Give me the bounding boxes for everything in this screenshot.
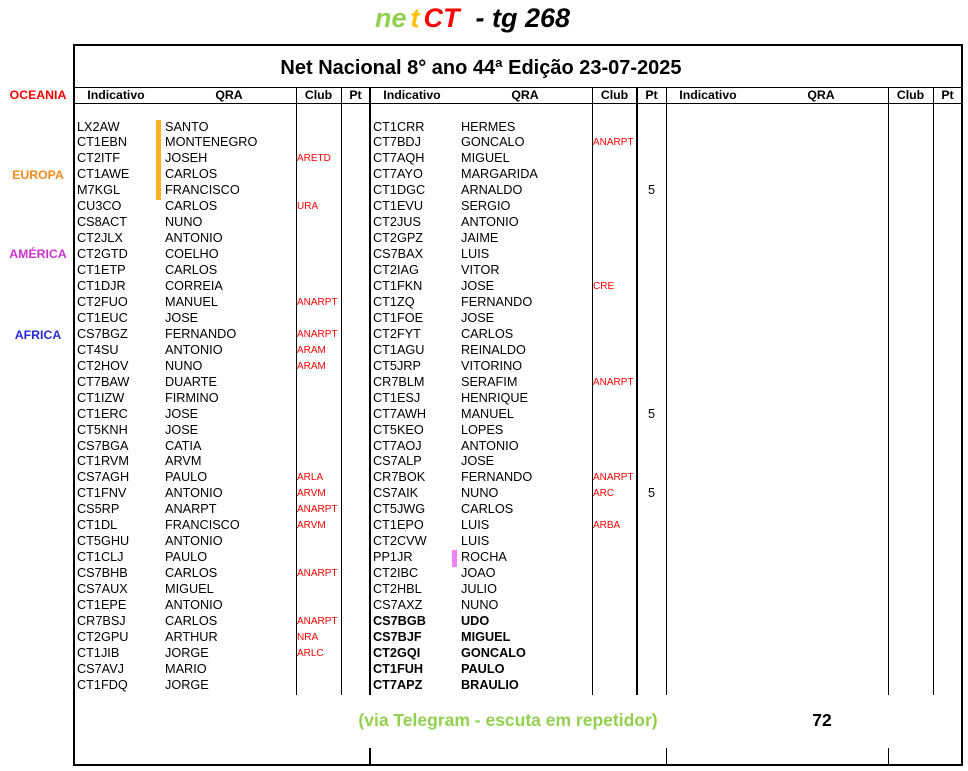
operator-name: FERNANDO xyxy=(461,294,533,309)
callsign: CT1DGC xyxy=(373,183,426,198)
table-row xyxy=(74,678,370,694)
callsign: CT1DL xyxy=(77,518,118,533)
operator-name: JOSE xyxy=(461,454,495,469)
table-row xyxy=(74,486,370,502)
callsign: CT1ESJ xyxy=(373,390,421,405)
region-label-africa: AFRICA xyxy=(14,328,62,342)
table-row xyxy=(74,454,370,470)
callsign: CS7AUX xyxy=(77,582,128,597)
region-label-america: AMÉRICA xyxy=(9,247,67,261)
callsign: CS7AGH xyxy=(77,470,130,485)
table-row xyxy=(74,279,370,295)
callsign: CT1DJR xyxy=(77,279,126,293)
callsign: CR7BSJ xyxy=(77,613,126,628)
operator-name: MARGARIDA xyxy=(461,167,538,182)
callsign: CT2GQI xyxy=(373,645,421,660)
club-tag: ANARPT xyxy=(593,472,634,484)
callsign: CT2HBL xyxy=(373,582,422,597)
callsign: PP1JR xyxy=(373,550,413,565)
table-row xyxy=(74,151,370,167)
callsign: CT1FOE xyxy=(373,310,424,325)
callsign: CT2GTD xyxy=(77,247,128,262)
column-header-club: Club xyxy=(304,88,333,102)
callsign: CT5GHU xyxy=(77,534,130,549)
operator-name: MANUEL xyxy=(165,294,218,309)
callsign: CT4SU xyxy=(77,342,119,357)
club-tag: ANARPT xyxy=(297,504,338,516)
operator-name: VITOR xyxy=(461,263,500,278)
club-tag: ARC xyxy=(593,488,615,500)
sheet-title xyxy=(375,3,570,33)
operator-name: JORGE xyxy=(165,645,209,660)
column-header-indicativo: Indicativo xyxy=(679,88,737,102)
callsign: CS7AXZ xyxy=(373,598,423,612)
callsign: CT1AGU xyxy=(373,342,425,357)
callsign: CT1JIB xyxy=(77,645,120,660)
table-row xyxy=(370,215,666,231)
callsign: CT2IAG xyxy=(373,263,419,278)
operator-name: REINALDO xyxy=(461,342,526,357)
table-row xyxy=(370,630,666,646)
table-row xyxy=(370,311,666,327)
callsign: CS7BGA xyxy=(77,438,129,453)
club-tag: ARBA xyxy=(593,520,621,532)
column-header-club: Club xyxy=(896,88,925,102)
club-tag: ANARPT xyxy=(297,296,338,308)
callsign: CT1EPE xyxy=(77,598,127,612)
operator-name: LUIS xyxy=(461,247,490,262)
table-row xyxy=(74,375,370,391)
operator-name: CARLOS xyxy=(165,199,218,214)
table-row xyxy=(74,598,370,614)
footer-note: (via Telegram - escuta em repetidor) xyxy=(358,710,658,730)
table-row xyxy=(370,550,666,566)
callsign: CS8ACT xyxy=(77,215,128,230)
operator-name: ANTONIO xyxy=(165,598,223,612)
table-row xyxy=(370,295,666,311)
title-part: CT xyxy=(423,3,460,33)
callsign: CT2GPZ xyxy=(373,231,424,246)
club-tag: NRA xyxy=(297,631,319,643)
table-row xyxy=(74,407,370,423)
operator-name: NUNO xyxy=(461,598,499,612)
table-row xyxy=(370,518,666,534)
grid-line-vertical xyxy=(888,87,889,695)
table-row xyxy=(370,423,666,439)
table-row xyxy=(74,183,370,199)
operator-name: JULIO xyxy=(461,582,497,597)
table-row xyxy=(370,662,666,678)
table-row xyxy=(74,550,370,566)
highlight-marker xyxy=(156,183,161,199)
callsign: CT1CLJ xyxy=(77,550,124,565)
operator-name: JOSE xyxy=(461,279,495,293)
column-header-qra: QRA xyxy=(807,88,835,102)
callsign: CS7AIK xyxy=(373,486,419,501)
callsign: CT1ZQ xyxy=(373,294,415,309)
grid-line-vertical xyxy=(666,748,667,764)
table-row xyxy=(74,343,370,359)
table-row xyxy=(74,135,370,151)
callsign: CS7BJF xyxy=(373,629,422,644)
callsign: CT2IBC xyxy=(373,566,419,581)
highlight-marker xyxy=(452,550,457,566)
callsign: CT2CVW xyxy=(373,534,427,549)
points-value: 5 xyxy=(647,486,656,501)
table-row xyxy=(370,183,666,199)
table-row xyxy=(370,502,666,518)
callsign: CS5RP xyxy=(77,502,120,517)
callsign: CT1RVM xyxy=(77,454,129,469)
table-row xyxy=(370,375,666,391)
column-header-qra: QRA xyxy=(511,88,539,102)
table-row xyxy=(370,646,666,662)
table-row xyxy=(74,359,370,375)
operator-name: JOSE xyxy=(165,310,199,325)
operator-name: MONTENEGRO xyxy=(165,135,258,150)
table-row xyxy=(370,407,666,423)
operator-name: JOSE xyxy=(461,310,495,325)
table-row xyxy=(74,295,370,311)
table-row xyxy=(74,646,370,662)
club-tag: ARLA xyxy=(297,472,324,484)
table-row xyxy=(74,630,370,646)
callsign: CS7BHB xyxy=(77,566,128,581)
operator-name: CARLOS xyxy=(165,613,218,628)
callsign: CT7AOJ xyxy=(373,438,422,453)
operator-name: GONCALO xyxy=(461,645,526,660)
table-row xyxy=(74,167,370,183)
callsign: CT7BDJ xyxy=(373,135,421,150)
operator-name: FRANCISCO xyxy=(165,518,240,533)
callsign: CT1CRR xyxy=(373,119,425,134)
table-row xyxy=(74,423,370,439)
table-row xyxy=(74,614,370,630)
operator-name: LUIS xyxy=(461,534,490,549)
callsign: CT7AQH xyxy=(373,151,425,166)
callsign: CT1EVU xyxy=(373,199,424,214)
operator-name: UDO xyxy=(461,613,490,628)
operator-name: ANTONIO xyxy=(165,231,223,246)
callsign: CT5JRP xyxy=(373,358,421,373)
club-tag: ANARPT xyxy=(593,376,634,388)
table-row xyxy=(74,518,370,534)
operator-name: FIRMINO xyxy=(165,390,219,405)
table-row xyxy=(370,598,666,614)
table-row xyxy=(370,327,666,343)
table-row xyxy=(74,263,370,279)
table-row xyxy=(370,582,666,598)
operator-name: SERAFIM xyxy=(461,374,518,389)
callsign: CT7BAW xyxy=(77,374,130,389)
callsign: CT5KNH xyxy=(77,422,128,437)
title-part: t xyxy=(410,3,420,33)
callsign: CT1FDQ xyxy=(77,677,128,692)
table-row xyxy=(370,263,666,279)
table-row xyxy=(370,486,666,502)
table-row xyxy=(370,439,666,455)
callsign: CT5JWG xyxy=(373,502,426,517)
column-header-indicativo: Indicativo xyxy=(87,88,145,102)
operator-name: FERNANDO xyxy=(461,470,533,485)
title-part: ne xyxy=(375,3,407,33)
column-header-pt: Pt xyxy=(941,88,954,102)
operator-name: FRANCISCO xyxy=(165,183,240,198)
club-tag: ANARPT xyxy=(297,615,338,627)
table-row xyxy=(74,327,370,343)
table-row xyxy=(74,582,370,598)
operator-name: JORGE xyxy=(165,677,209,692)
club-tag: CRE xyxy=(593,281,615,292)
operator-name: CARLOS xyxy=(165,167,218,182)
title-part: - tg 268 xyxy=(475,3,571,33)
table-row xyxy=(74,439,370,455)
table-row xyxy=(370,359,666,375)
table-row xyxy=(74,231,370,247)
table-row xyxy=(74,534,370,550)
club-tag: ARVM xyxy=(297,520,326,532)
club-tag: ARAM xyxy=(297,360,326,372)
operator-name: PAULO xyxy=(461,661,505,676)
column-header-indicativo: Indicativo xyxy=(383,88,441,102)
operator-name: JOSE xyxy=(165,422,199,437)
operator-name: JOSE xyxy=(165,406,199,421)
table-row xyxy=(370,470,666,486)
club-tag: URA xyxy=(297,201,319,213)
table-row xyxy=(370,120,666,136)
net-heading: Net Nacional 8° ano 44ª Edição 23-07-2025 xyxy=(280,57,682,79)
table-row xyxy=(370,454,666,470)
callsign: CT1EBN xyxy=(77,135,128,150)
operator-name: CARLOS xyxy=(165,566,218,581)
operator-name: LUIS xyxy=(461,518,490,533)
operator-name: JOSEH xyxy=(165,151,208,166)
operator-name: CARLOS xyxy=(461,326,514,341)
operator-name: VITORINO xyxy=(461,358,523,373)
callsign: CS7BGZ xyxy=(77,326,128,341)
callsign: CT5KEO xyxy=(373,422,424,437)
operator-name: CARLOS xyxy=(165,263,218,278)
operator-name: JOAO xyxy=(461,566,496,581)
callsign: CT7APZ xyxy=(373,677,423,692)
table-row xyxy=(74,566,370,582)
table-row xyxy=(74,662,370,678)
highlight-marker xyxy=(156,151,161,167)
operator-name: SANTO xyxy=(165,119,209,134)
callsign: CT2FUO xyxy=(77,294,128,309)
operator-name: HENRIQUE xyxy=(461,390,528,405)
column-header-qra: QRA xyxy=(215,88,243,102)
callsign: CT2HOV xyxy=(77,358,129,373)
table-row xyxy=(370,566,666,582)
callsign: LX2AW xyxy=(77,119,120,134)
operator-name: ANTONIO xyxy=(461,438,519,453)
grid-line-vertical xyxy=(888,748,889,764)
operator-name: ROCHA xyxy=(461,550,507,565)
operator-name: ARVM xyxy=(165,454,202,469)
table-row xyxy=(74,391,370,407)
operator-name: ANTONIO xyxy=(165,486,223,501)
callsign: CT1ETP xyxy=(77,263,126,278)
callsign: CT7AYO xyxy=(373,167,423,182)
operator-name: DUARTE xyxy=(165,374,217,389)
participant-total: 72 xyxy=(812,710,832,730)
callsign: CS7ALP xyxy=(373,454,422,469)
column-header-pt: Pt xyxy=(645,88,658,102)
column-header-pt: Pt xyxy=(349,88,362,102)
operator-name: LOPES xyxy=(461,422,504,437)
callsign: M7KGL xyxy=(77,183,121,198)
callsign: CT2JUS xyxy=(373,215,421,230)
highlight-marker xyxy=(156,120,161,136)
club-tag: ANARPT xyxy=(297,568,338,580)
callsign: CT2JLX xyxy=(77,231,123,246)
table-row xyxy=(370,151,666,167)
callsign: CT2ITF xyxy=(77,151,120,166)
callsign: CT1AWE xyxy=(77,167,130,182)
operator-name: ANARPT xyxy=(165,502,217,517)
callsign: CT1ERC xyxy=(77,406,128,421)
club-tag: ARVM xyxy=(297,488,326,500)
club-tag: ARLC xyxy=(297,647,324,659)
grid-line-vertical xyxy=(369,748,371,764)
callsign: CS7AVJ xyxy=(77,661,125,676)
operator-name: PAULO xyxy=(165,550,208,565)
table-row xyxy=(370,614,666,630)
callsign: CT1IZW xyxy=(77,390,125,405)
callsign: CT1FNV xyxy=(77,486,127,501)
table-row xyxy=(74,502,370,518)
operator-name: MIGUEL xyxy=(461,151,510,166)
operator-name: BRAULIO xyxy=(461,677,519,692)
operator-name: CORREIA xyxy=(165,279,223,293)
table-row xyxy=(74,215,370,231)
operator-name: COELHO xyxy=(165,247,219,262)
operator-name: JAIME xyxy=(461,231,499,246)
operator-name: ANTONIO xyxy=(461,215,519,230)
region-label-europa: EUROPA xyxy=(12,168,64,182)
operator-name: ANTONIO xyxy=(165,342,223,357)
table-row xyxy=(370,199,666,215)
table-row xyxy=(74,311,370,327)
operator-name: NUNO xyxy=(165,358,203,373)
operator-name: ARTHUR xyxy=(165,629,218,644)
callsign: CT1EPO xyxy=(373,518,424,533)
callsign: CT1FKN xyxy=(373,279,423,293)
callsign: CT7AWH xyxy=(373,406,427,421)
table-row xyxy=(370,231,666,247)
operator-name: CATIA xyxy=(165,438,202,453)
operator-name: NUNO xyxy=(461,486,499,501)
table-row xyxy=(74,199,370,215)
table-row xyxy=(370,343,666,359)
club-tag: ARAM xyxy=(297,344,326,356)
operator-name: PAULO xyxy=(165,470,208,485)
operator-name: HERMES xyxy=(461,119,516,134)
table-row xyxy=(370,167,666,183)
operator-name: FERNANDO xyxy=(165,326,237,341)
operator-name: ANTONIO xyxy=(165,534,223,549)
table-row xyxy=(74,470,370,486)
highlight-marker xyxy=(156,167,161,183)
table-row xyxy=(370,391,666,407)
operator-name: SERGIO xyxy=(461,199,511,214)
operator-name: MIGUEL xyxy=(165,582,214,597)
grid-line-vertical xyxy=(666,87,667,695)
operator-name: MANUEL xyxy=(461,406,514,421)
callsign: CU3CO xyxy=(77,199,122,214)
operator-name: ARNALDO xyxy=(461,183,523,198)
callsign: CT2FYT xyxy=(373,326,421,341)
grid-line-horizontal xyxy=(75,103,961,104)
callsign: CS7BGB xyxy=(373,613,426,628)
table-row xyxy=(370,678,666,694)
column-header-club: Club xyxy=(600,88,629,102)
operator-name: MIGUEL xyxy=(461,629,511,644)
table-row xyxy=(370,135,666,151)
club-tag: ANARPT xyxy=(297,328,338,340)
table-row xyxy=(370,534,666,550)
grid-line-vertical xyxy=(933,87,934,695)
points-value: 5 xyxy=(647,406,656,421)
table-row xyxy=(370,247,666,263)
operator-name: MARIO xyxy=(165,661,207,676)
operator-name: CARLOS xyxy=(461,502,514,517)
callsign: CT1FUH xyxy=(373,661,424,676)
table-row xyxy=(370,279,666,295)
callsign: CT2GPU xyxy=(77,629,129,644)
operator-name: GONCALO xyxy=(461,135,525,150)
club-tag: ANARPT xyxy=(593,137,634,149)
callsign: CS7BAX xyxy=(373,247,424,262)
club-tag: ARETD xyxy=(297,153,331,165)
callsign: CT1EUC xyxy=(77,310,128,325)
callsign: CR7BOK xyxy=(373,470,426,485)
callsign: CR7BLM xyxy=(373,374,425,389)
table-row xyxy=(74,120,370,136)
operator-name: NUNO xyxy=(165,215,203,230)
region-label-oceania: OCEANIA xyxy=(9,88,67,102)
highlight-marker xyxy=(156,135,161,151)
points-value: 5 xyxy=(647,183,656,198)
table-row xyxy=(74,247,370,263)
